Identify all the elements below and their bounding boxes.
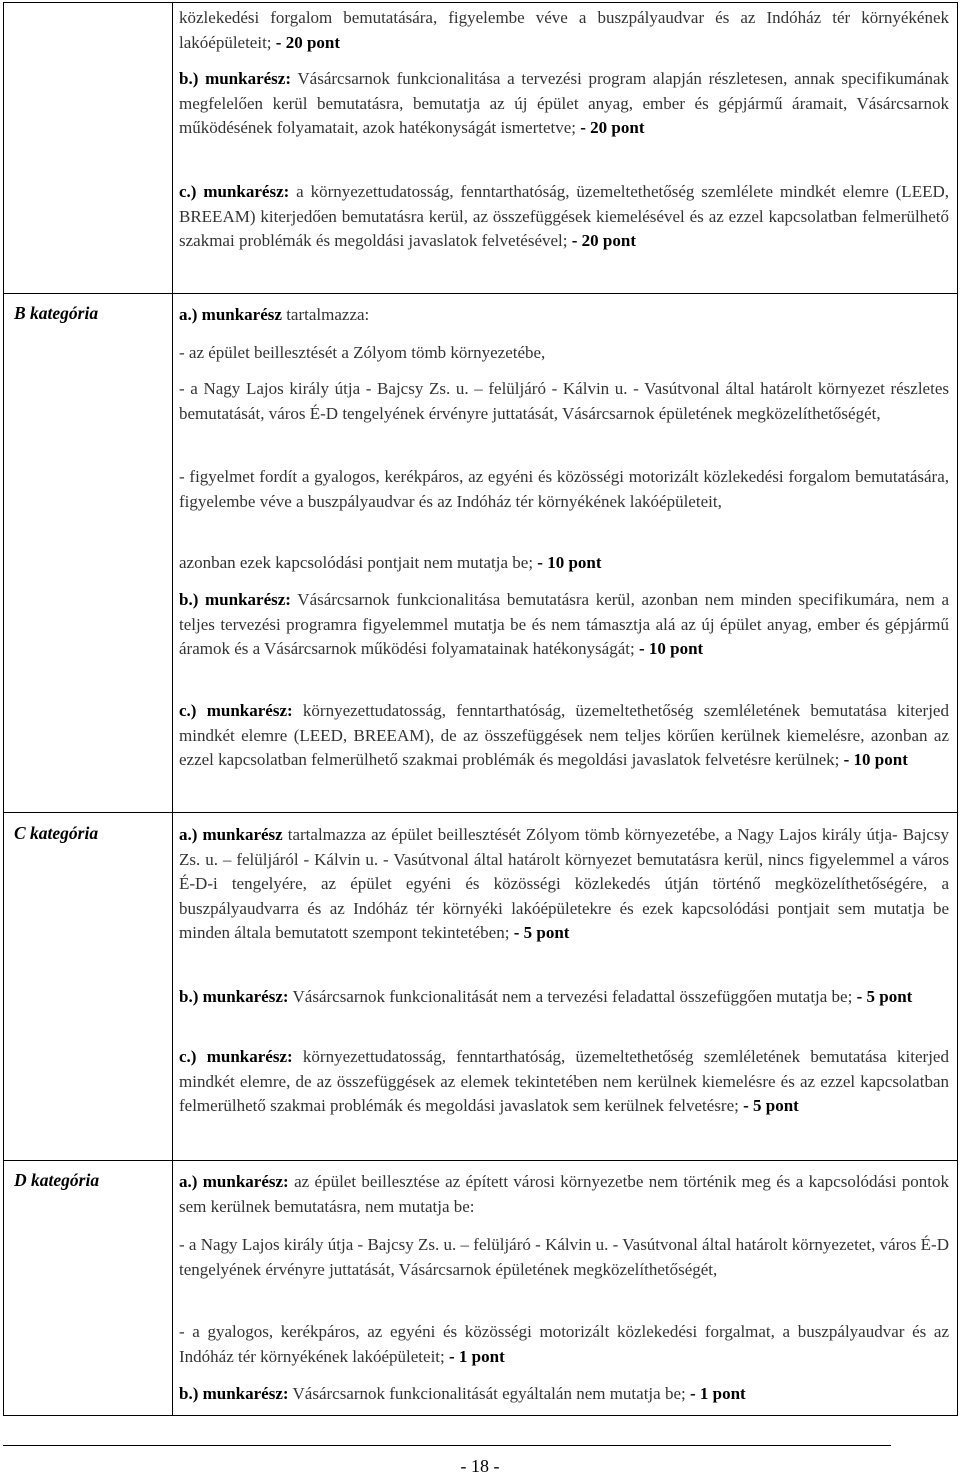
column-divider [172, 3, 173, 1415]
list-item: - figyelmet fordít a gyalogos, kerékpáros, az egyéni és közösségi motorizált közlekedési forgalom bemutatására, figyelembe véve a buszpályaudvar és az Indóház tér környékének lakóépületeit, [179, 467, 949, 511]
list-item: - a Nagy Lajos király útja - Bajcsy Zs. u. – felüljáró - Kálvin u. - Vasútvonal által határolt környezet részletes bemutatását, város É-D tengelyének érvényre juttatását, Vásárcsarnok épületének megközelíthetőségét, [179, 379, 949, 423]
paragraph: c.) munkarész: környezettudatosság, fenntarthatóság, üzemeltethetőség szemléletének bemutatása kiterjed mindkét elemre, de az összefüggések az elemek tekintetében nem kerülnek kiemelésre és az ezzel kapcsolatban felmerülhető szakmai problémák és megoldási javaslatok sem kerülnek felvetésre; - 5 pont [179, 1047, 949, 1115]
row-divider [4, 293, 957, 294]
paragraph: b.) munkarész: Vásárcsarnok funkcionalitását egyáltalán nem mutatja be; - 1 pont [179, 1384, 746, 1403]
row-divider [4, 812, 957, 813]
paragraph: c.) munkarész: a környezettudatosság, fenntarthatóság, üzemeltethetőség szemlélete mindkét elemre (LEED, BREEAM) kiterjedően bemutatásra kerül, az összefüggések kiemelésével és az ezzel kapcsolatban felmerülhető szakmai problémák és megoldási javaslatok felvetésével; - 20 pont [179, 182, 949, 250]
paragraph: a.) munkarész tartalmazza az épület beillesztését Zólyom tömb környezetébe, a Nagy Lajos király útja- Bajcsy Zs. u. – felüljáról - Kálvin u. - Vasútvonal által határolt környezet bemutatásra kerül, nincs figyelemmel a város É-D-i tengelyére, az épület egyéni és közösségi közlekedés útján történő megközelíthetőségére, a buszpályaudvarra és az Indóház tér környéki lakóépületekre és ezek kapcsolódási pontjait sem mutatja be minden általa bemutatott szempont tekintetében; - 5 pont [179, 825, 949, 942]
category-b-label: B kategória [14, 303, 99, 323]
paragraph: közlekedési forgalom bemutatására, figyelembe véve a buszpályaudvar és az Indóház tér környékének lakóépületeit; - 20 pont [179, 8, 949, 52]
category-c-label: C kategória [14, 823, 99, 843]
category-d-label: D kategória [14, 1170, 100, 1190]
list-item: - a gyalogos, kerékpáros, az egyéni és közösségi motorizált közlekedési forgalmat, a buszpályaudvar és az Indóház tér környékének lakóépületeit; - 1 pont [179, 1322, 949, 1366]
paragraph: b.) munkarész: Vásárcsarnok funkcionalitása bemutatásra kerül, azonban nem minden specifikumára, nem a teljes tervezési programra figyelemmel mutatja be és nem támasztja alá az új épület anyag, ember és gépjármű áramok és a Vásárcsarnok működési folyamatainak hatékonyságát; - 10 pont [179, 590, 949, 658]
paragraph: b.) munkarész: Vásárcsarnok funkcionalitása a tervezési program alapján részletesen, annak specifikumának megfelelően kerül bemutatásra, bemutatja az új épület anyag, ember és gépjármű áramait, Vásárcsarnok működésének folyamatait, azok hatékonyságát ismertetve; - 20 pont [179, 69, 950, 137]
list-item: - az épület beillesztését a Zólyom tömb környezetébe, [179, 343, 546, 362]
paragraph: b.) munkarész: Vásárcsarnok funkcionalitását nem a tervezési feladattal összefüggően mutatja be; - 5 pont [179, 987, 913, 1006]
paragraph: c.) munkarész: környezettudatosság, fenntarthatóság, üzemeltethetőség szemléletének bemutatása kiterjed mindkét elemre (LEED, BREEAM), de az összefüggések nem teljes körűen kerülnek kiemelésre, azonban az ezzel kapcsolatban felmerülhető szakmai problémák és megoldási javaslatok felvetésre kerülnek; - 10 pont [179, 701, 949, 769]
list-item: - a Nagy Lajos király útja - Bajcsy Zs. u. – felüljáró - Kálvin u. - Vasútvonal által határolt környezetet, város É-D tengelyének érvényre juttatását, Vásárcsarnok épületének megközelíthetőségét, [179, 1235, 949, 1279]
paragraph: a.) munkarész tartalmazza: [179, 305, 370, 324]
paragraph: azonban ezek kapcsolódási pontjait nem mutatja be; - 10 pont [179, 553, 602, 572]
paragraph: a.) munkarész: az épület beillesztése az épített városi környezetbe nem történik meg és a kapcsolódási pontok sem kerülnek bemutatásra, nem mutatja be: [179, 1172, 949, 1216]
row-divider [4, 1160, 957, 1161]
page-number: - 18 - [460, 1456, 500, 1476]
footer-rule [3, 1445, 891, 1446]
